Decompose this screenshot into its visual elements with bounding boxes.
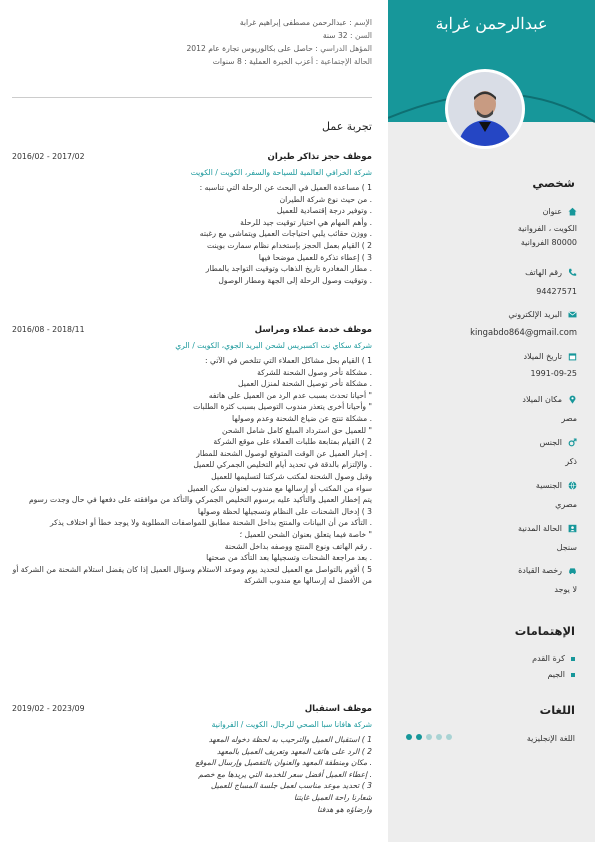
info-line [12,55,372,68]
gender-icon [568,438,577,447]
personal-info-block [12,16,372,68]
description-line: 2 ) الرد على هاتف المعهد وتعريف العميل بالمعهد [216,746,372,756]
bullet-square-icon [571,673,575,677]
description-line: 1 ) استقبال العميل والترحيب به لحظة دخوله المعهد [208,735,372,744]
job-entry [12,704,372,815]
description-line: . مطار المغادرة تاريخ الذهاب وتوقيت التواجد بالمطار [205,264,372,274]
description-line: . مكان ومنطقة المعهد والعنوان بالتفصيل وإرسال الموقع [195,758,372,768]
description-line: . وتوقيت وصول الرحلة إلى الجهة ومطار الوصول [218,275,372,285]
avatar [445,69,525,149]
bullet-square-icon [571,657,575,661]
interest-label: كرة القدم [532,654,565,663]
info-key: الإسم : [349,18,372,27]
description-line: وارضاؤه هو هدفنا [317,804,372,814]
marital-status-label: الحالة المدنية [518,524,562,533]
calendar-icon [568,352,577,361]
divider [12,97,372,98]
info-key: الحالة الإجتماعية : [315,57,372,66]
personal-heading: شخصي [532,176,575,190]
interest-item [547,670,575,679]
candidate-name: عبدالرحمن غرابة [435,14,548,33]
description-line: " خاصة فيما يتعلق بعنوان الشحن للعميل ؛ [239,529,372,539]
languages-heading: اللغات [539,703,575,717]
description-line: . مشكلة تنتج عن ضياع الشحنة وعدم وصولها [232,413,372,423]
nationality-item [407,481,577,512]
gender-item [407,438,577,469]
description-line: 2 ) القيام بمتابعة طلبات العملاء على موقع الشركة [213,437,372,447]
description-line: 1 ) القيام بحل مشاكل العملاء التي تتلخص في الآتي : [205,356,372,365]
job-entry [12,325,372,587]
location-pin-icon [568,395,577,404]
home-icon [568,207,577,216]
description-line: " أحيانا تحدث بسبب عدم الرد من العميل على هاتفه [208,390,372,400]
info-key: المؤهل الدراسي : [315,44,372,53]
description-line: . التأكد من أن البيانات والمنتج بداخل الشحنة مطابق للمواصفات المطلوبة ولا يوجد خطأ أو اختلاف يذكر [49,518,372,528]
driving-license-item [407,566,577,597]
description-line: 2 ) القيام بعمل الحجز بإستخدام نظام سمارت بوينت [207,240,372,250]
birthplace-item [407,395,577,426]
job-description [12,182,372,286]
description-line: . إعطاء العميل أفضل سعر للخدمة التي يريدها مع خصم [198,769,372,779]
birthdate-item [407,352,577,381]
email-value: kingabdo864@gmail.com [470,327,577,337]
sidebar [388,0,595,842]
description-line: يتم إخطار العميل والتأكيد عليه برسوم التخليص الجمركي والتأكد من موافقته على دفعها في حال وجدت رسوم [28,495,372,505]
job-date: 2016/02 - 2017/02 [12,152,85,161]
phone-item [407,268,577,299]
gender-label: الجنس [539,438,562,447]
language-level-dot [436,734,442,740]
description-line: " وأحيانا أخرى يتعذر مندوب التوصيل بسبب كثرة الطلبات [193,402,372,412]
description-line: 3 ) إدخال الشحنات على النظام وتسجيلها لحظة وصولها [197,506,372,516]
address-item [407,207,577,250]
info-value: أعزب الخبرة العملية : 8 سنوات [212,57,314,66]
job-title: موظف حجز تذاكر طيران [267,152,372,162]
description-line: 1 ) مساعدة العميل في البحث عن الرحلة التي تناسبه : [199,183,372,192]
globe-icon [568,481,577,490]
description-line: شعارنا راحة العميل غايتنا [293,792,372,802]
address-line-2: 80000 الفروانية [520,238,577,247]
nationality-value: مصري [555,500,577,509]
driving-license-label: رخصة القيادة [518,566,562,575]
phone-icon [568,268,577,277]
interest-label: الجيم [547,670,565,679]
phone-value: 94427571 [536,287,577,296]
job-description [12,734,372,815]
job-company: شركة سكاي نت اكسبريس لشحن البريد الجوي، الكويت / الري [175,341,372,350]
email-label: البريد الإلكتروني [508,310,562,319]
description-line: . رقم الهاتف ونوع المنتج ووصفه بداخل الشحنة [224,541,372,551]
car-icon [568,566,577,575]
job-company: شركة هافانا سبا الصحي للرجال، الكويت / الفروانية [211,720,372,729]
marital-status-value: سنجل [556,543,577,552]
interests-heading: الإهتمامات [514,624,575,638]
gender-value: ذكر [565,457,577,466]
description-line: . من حيث نوع شركة الطيران [279,194,372,204]
description-line: 3 ) إعطاء تذكرة للعميل موضحا فيها [258,252,372,262]
description-line: 3 ) تحديد موعد مناسب لعمل جلسة المساج للعميل [210,781,372,791]
birthdate-label: تاريخ الميلاد [523,352,562,361]
birthdate-value: 1991-09-25 [530,369,577,378]
description-line: . بعد مراجعة الشحنات وتسجيلها بعد التأكد من صحتها [206,553,372,563]
job-date: 2019/02 - 2023/09 [12,704,85,713]
driving-license-value: لا يوجد [554,585,577,594]
job-date: 2016/08 - 2018/11 [12,325,85,334]
description-line: . وأهم المهام هي اختيار توقيت جيد للرحلة [240,217,372,227]
language-item [527,734,575,743]
description-line: . وتوفير درجة إقتصادية للعميل [276,206,372,216]
experience-heading: تجربة عمل [322,120,372,133]
job-entry [12,152,372,286]
info-value: عبدالرحمن مصطفى إبراهيم غرابة [239,18,347,27]
language-name: اللغة الإنجليزية [526,734,575,743]
email-icon [568,310,577,319]
info-line [12,42,372,55]
birthplace-label: مكان الميلاد [522,395,562,404]
person-icon [568,524,577,533]
info-key: السن : [350,31,372,40]
address-line-1: الكويت ، الفروانية [517,224,577,233]
description-line: . والإلتزام بالدقة في تحديد أيام التخليص الجمركي للعميل [193,460,372,470]
address-label: عنوان [542,207,562,216]
main-column [12,0,372,842]
birthplace-value: مصر [561,414,577,423]
marital-status-item [407,524,577,555]
info-value: 32 سنة [322,31,348,40]
language-level-dot [446,734,452,740]
info-line [12,16,372,29]
description-line: . مشكلة تأخر توصيل الشحنة لمنزل العميل [237,379,372,389]
email-item [407,310,577,339]
interest-item [532,654,575,663]
job-title: موظف خدمة عملاء ومراسل [254,325,372,335]
language-level-dots [406,734,452,740]
profile-photo [448,72,522,146]
job-company: شركة الخرافي العالمية للسياحة والسفر، الكويت / الكويت [190,168,372,177]
info-line [12,29,372,42]
description-line: 5 ) أقوم بالتواصل مع العميل لتحديد يوم وموعد الاستلام وسؤال العميل إذا كان يفضل استلام الشحنة من الشركة أو من الأفضل له إرسالها مع مندوب الشركة [12,564,372,586]
language-level-dot [406,734,412,740]
info-value: حاصل على بكالوريوس تجارة عام 2012 [186,44,313,53]
description-line: . ووزن حقائب يلبي احتياجات العميل ويتماشى مع رغبته [199,229,372,239]
language-level-dot [426,734,432,740]
description-line: " للعميل حق استرداد المبلغ كامل شامل الشحن [222,425,372,435]
nationality-label: الجنسية [535,481,562,490]
job-title: موظف استقبال [304,704,372,714]
description-line: وقبل وصول الشحنة لمكتب شركتنا لتسليمها للعميل [211,471,372,481]
phone-label: رقم الهاتف [525,268,562,277]
description-line: . إخبار العميل عن الوقت المتوقع لوصول الشحنة للمطار [196,448,372,458]
job-description [12,355,372,587]
description-line: . مشكلة تأخر وصول الشحنة للشركة [257,367,372,377]
description-line: سواء من المكتب أو إرسالها مع مندوب لعنوان سكن العميل [187,483,372,493]
language-level-dot [416,734,422,740]
